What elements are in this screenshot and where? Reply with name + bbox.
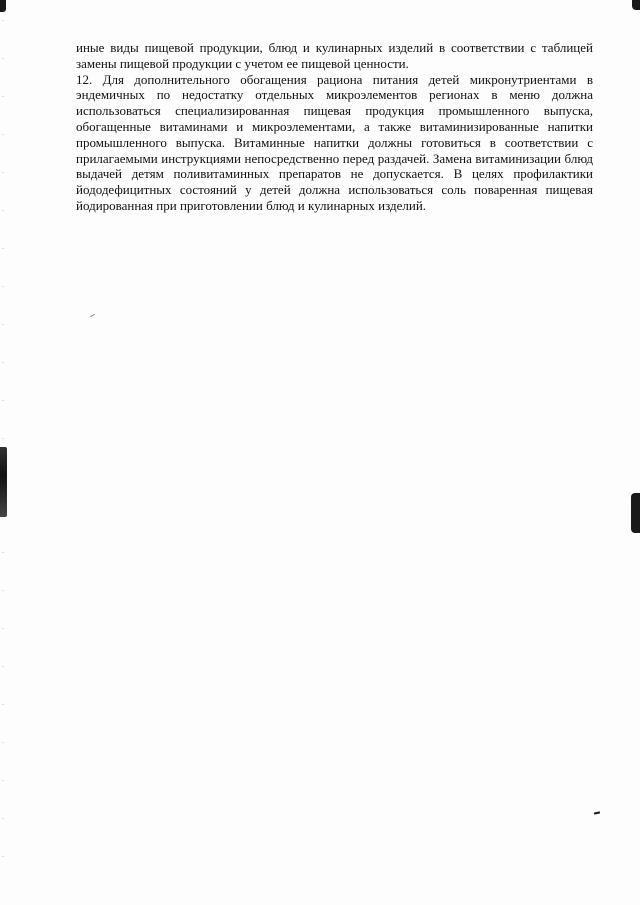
paragraph-item-12: 12. Для дополнительного обогащения рациона питания детей микронутриентами в эндемичных по недостатку отдельных микроэлементов регионах в меню должна использоваться специализированная пищевая продукция промышленного выпуска, обогащенные витаминами и микроэлементами, а также витаминизированные напитки промышленного выпуска. Витаминные напитки должны готовиться в соответствии с прилагаемыми инструкциями непосредственно перед раздачей. Замена витаминизации блюд выдачей детям поливитаминных препаратов не допускается. В целях профилактики йододефицитных состояний у детей должна использоваться соль поваренная пищевая йодированная при приготовлении блюд и кулинарных изделий. [76,71,593,213]
scan-mark-top-left [0,0,6,12]
scan-mark-tick [90,314,95,317]
paragraph-continuation: иные виды пищевой продукции, блюд и кулинарных изделий в соответствии с таблицей замены пищевой продукции с учетом ее пищевой ценности. [76,40,593,71]
document-body [76,40,593,214]
scan-mark-binding [0,447,7,517]
scan-mark-dot [594,811,600,814]
scan-mark-right-edge [631,493,640,533]
scan-mark-top-right [632,0,640,10]
